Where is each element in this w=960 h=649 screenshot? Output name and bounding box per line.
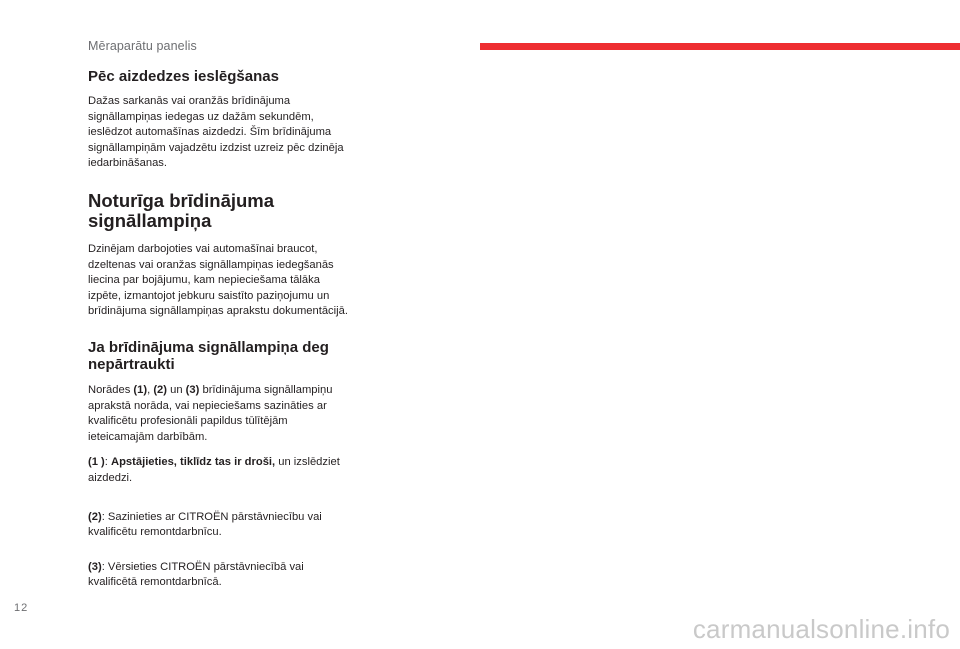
note-1-rest: un izslēdziet aizdedzi. <box>88 456 340 484</box>
intro-ref-1: (1) <box>133 383 148 396</box>
note-2 <box>88 510 350 541</box>
watermark: carmanualsonline.info <box>692 614 950 644</box>
note-1-bold: Apstājieties, tiklīdz tas ir droši, <box>111 456 276 469</box>
note-2-rest: : Sazinieties ar CITROËN pārstāvniecību vai kvalificētu remontdarbnīcu. <box>88 510 322 539</box>
intro-ref-3: (3) <box>185 383 200 396</box>
intro-text-3: un <box>167 383 186 396</box>
intro-ref-2: (2) <box>153 383 167 396</box>
intro-text-1: Norādes <box>88 383 134 396</box>
note-3-rest: : Vērsieties CITROËN pārstāvniecībā vai kvalificētā remontdarbnīcā. <box>88 560 304 589</box>
note-3-ref: (3) <box>88 560 102 573</box>
paragraph-lamp-stays-on <box>88 383 350 445</box>
paragraph-persistent-warning-lamp: Dzinējam darbojoties vai automašīnai braucot, dzeltenas vai oranžas signāllampiņas iedegšanās liecina par bojājumu, kam nepieciešama tālāka izpēte, izmantojot jebkuru saistīto paziņojumu un brīdinājuma signāllampiņas aprakstu dokumentācijā. <box>88 242 348 318</box>
page-number: 12 <box>14 602 29 614</box>
heading-persistent-warning-lamp: Noturīga brīdinājuma signāllampiņa <box>88 189 275 231</box>
note-3 <box>88 560 350 591</box>
intro-text-4: brīdinājuma signāllampiņu aprakstā norāda, vai nepieciešams sazināties ar kvalificētu profesionāli papildus tūlītējām ieteicamajām darbībām. <box>88 383 333 443</box>
note-1-ref: (1 ) <box>88 456 105 469</box>
content-column <box>88 67 350 591</box>
note-1-sep: : <box>104 456 111 469</box>
intro-text-2: , <box>147 383 154 396</box>
note-1 <box>88 455 350 486</box>
paragraph-after-ignition: Dažas sarkanās vai oranžās brīdinājuma signāllampiņas iedegas uz dažām sekundēm, ieslēdzot automašīnas aizdedzi. Šīm brīdinājuma signāllampiņām vajadzētu izdzist uzreiz pēc dzinēja iedarbināšanas. <box>88 95 344 170</box>
note-2-ref: (2) <box>88 510 102 523</box>
heading-after-ignition: Pēc aizdedzes ieslēgšanas <box>88 68 279 85</box>
header-accent-bar <box>480 43 960 50</box>
section-title: Mēraparātu panelis <box>88 39 197 53</box>
heading-lamp-stays-on: Ja brīdinājuma signāllampiņa deg nepārtraukti <box>88 338 329 373</box>
